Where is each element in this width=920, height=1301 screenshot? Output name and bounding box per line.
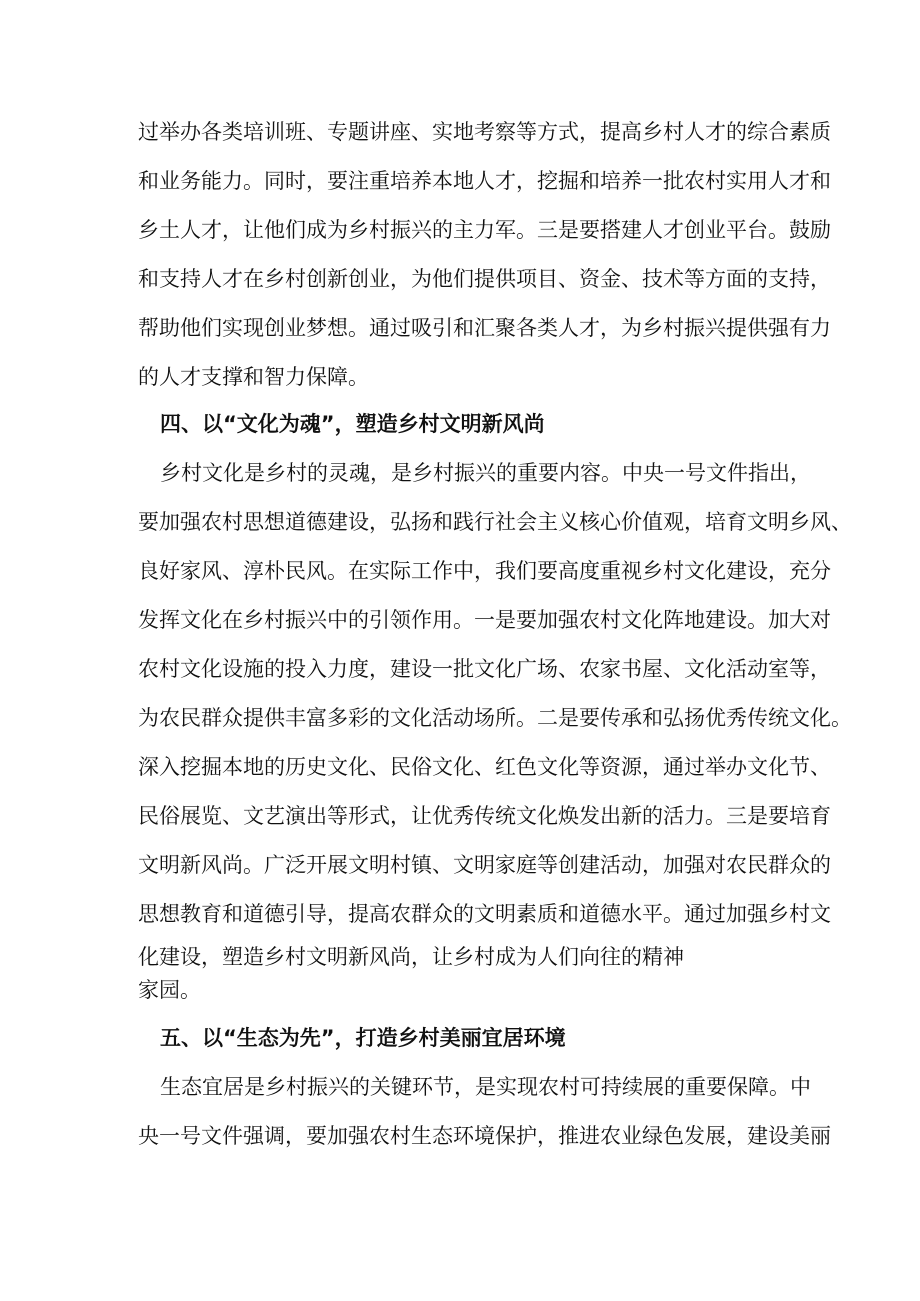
paragraph-line: 思想教育和道德引导，提高农群众的文明素质和道德水平。通过加强乡村文 xyxy=(138,902,831,926)
paragraph-line: 乡土人才，让他们成为乡村振兴的主力军。三是要搭建人才创业平台。鼓励 xyxy=(138,218,831,242)
paragraph-line: 过举办各类培训班、专题讲座、实地考察等方式，提高乡村人才的综合素质 xyxy=(138,120,831,144)
paragraph-line: 深入挖掘本地的历史文化、民俗文化、红色文化等资源，通过举办文化节、 xyxy=(138,755,831,779)
paragraph-line: 的人才支撑和智力保障。 xyxy=(138,365,369,389)
paragraph-line: 央一号文件强调，要加强农村生态环境保护，推进农业绿色发展，建设美丽 xyxy=(138,1124,831,1148)
paragraph-line: 和业务能力。同时，要注重培养本地人才，挖掘和培养一批农村实用人才和 xyxy=(138,169,831,193)
paragraph-line: 发挥文化在乡村振兴中的引领作用。一是要加强农村文化阵地建设。加大对 xyxy=(138,608,831,632)
paragraph-line: 为农民群众提供丰富多彩的文化活动场所。二是要传承和弘扬优秀传统文化。 xyxy=(138,706,852,730)
paragraph-line: 家园。 xyxy=(138,978,201,1002)
paragraph-line: 化建设，塑造乡村文明新风尚，让乡村成为人们向往的精神 xyxy=(138,945,684,969)
paragraph-line: 要加强农村思想道德建设，弘扬和践行社会主义核心价值观，培育文明乡风、 xyxy=(138,510,852,534)
paragraph-line: 和支持人才在乡村创新创业，为他们提供项目、资金、技术等方面的支持， xyxy=(138,267,831,291)
paragraph-line: 良好家风、淳朴民风。在实际工作中，我们要高度重视乡村文化建设，充分 xyxy=(138,559,831,583)
paragraph-line: 民俗展览、文艺演出等形式，让优秀传统文化焕发出新的活力。三是要培育 xyxy=(138,804,831,828)
paragraph-line: 帮助他们实现创业梦想。通过吸引和汇聚各类人才，为乡村振兴提供强有力 xyxy=(138,316,831,340)
section-heading-5: 五、以“生态为先”，打造乡村美丽宜居环境 xyxy=(160,1026,566,1050)
paragraph-line: 乡村文化是乡村的灵魂，是乡村振兴的重要内容。中央一号文件指出， xyxy=(160,461,811,485)
paragraph-line: 文明新风尚。广泛开展文明村镇、文明家庭等创建活动，加强对农民群众的 xyxy=(138,853,831,877)
section-heading-4: 四、以“文化为魂”，塑造乡村文明新风尚 xyxy=(160,412,545,436)
paragraph-line: 生态宜居是乡村振兴的关键环节，是实现农村可持续展的重要保障。中 xyxy=(160,1075,811,1099)
paragraph-line: 农村文化设施的投入力度，建设一批文化广场、农家书屋、文化活动室等， xyxy=(138,657,831,681)
